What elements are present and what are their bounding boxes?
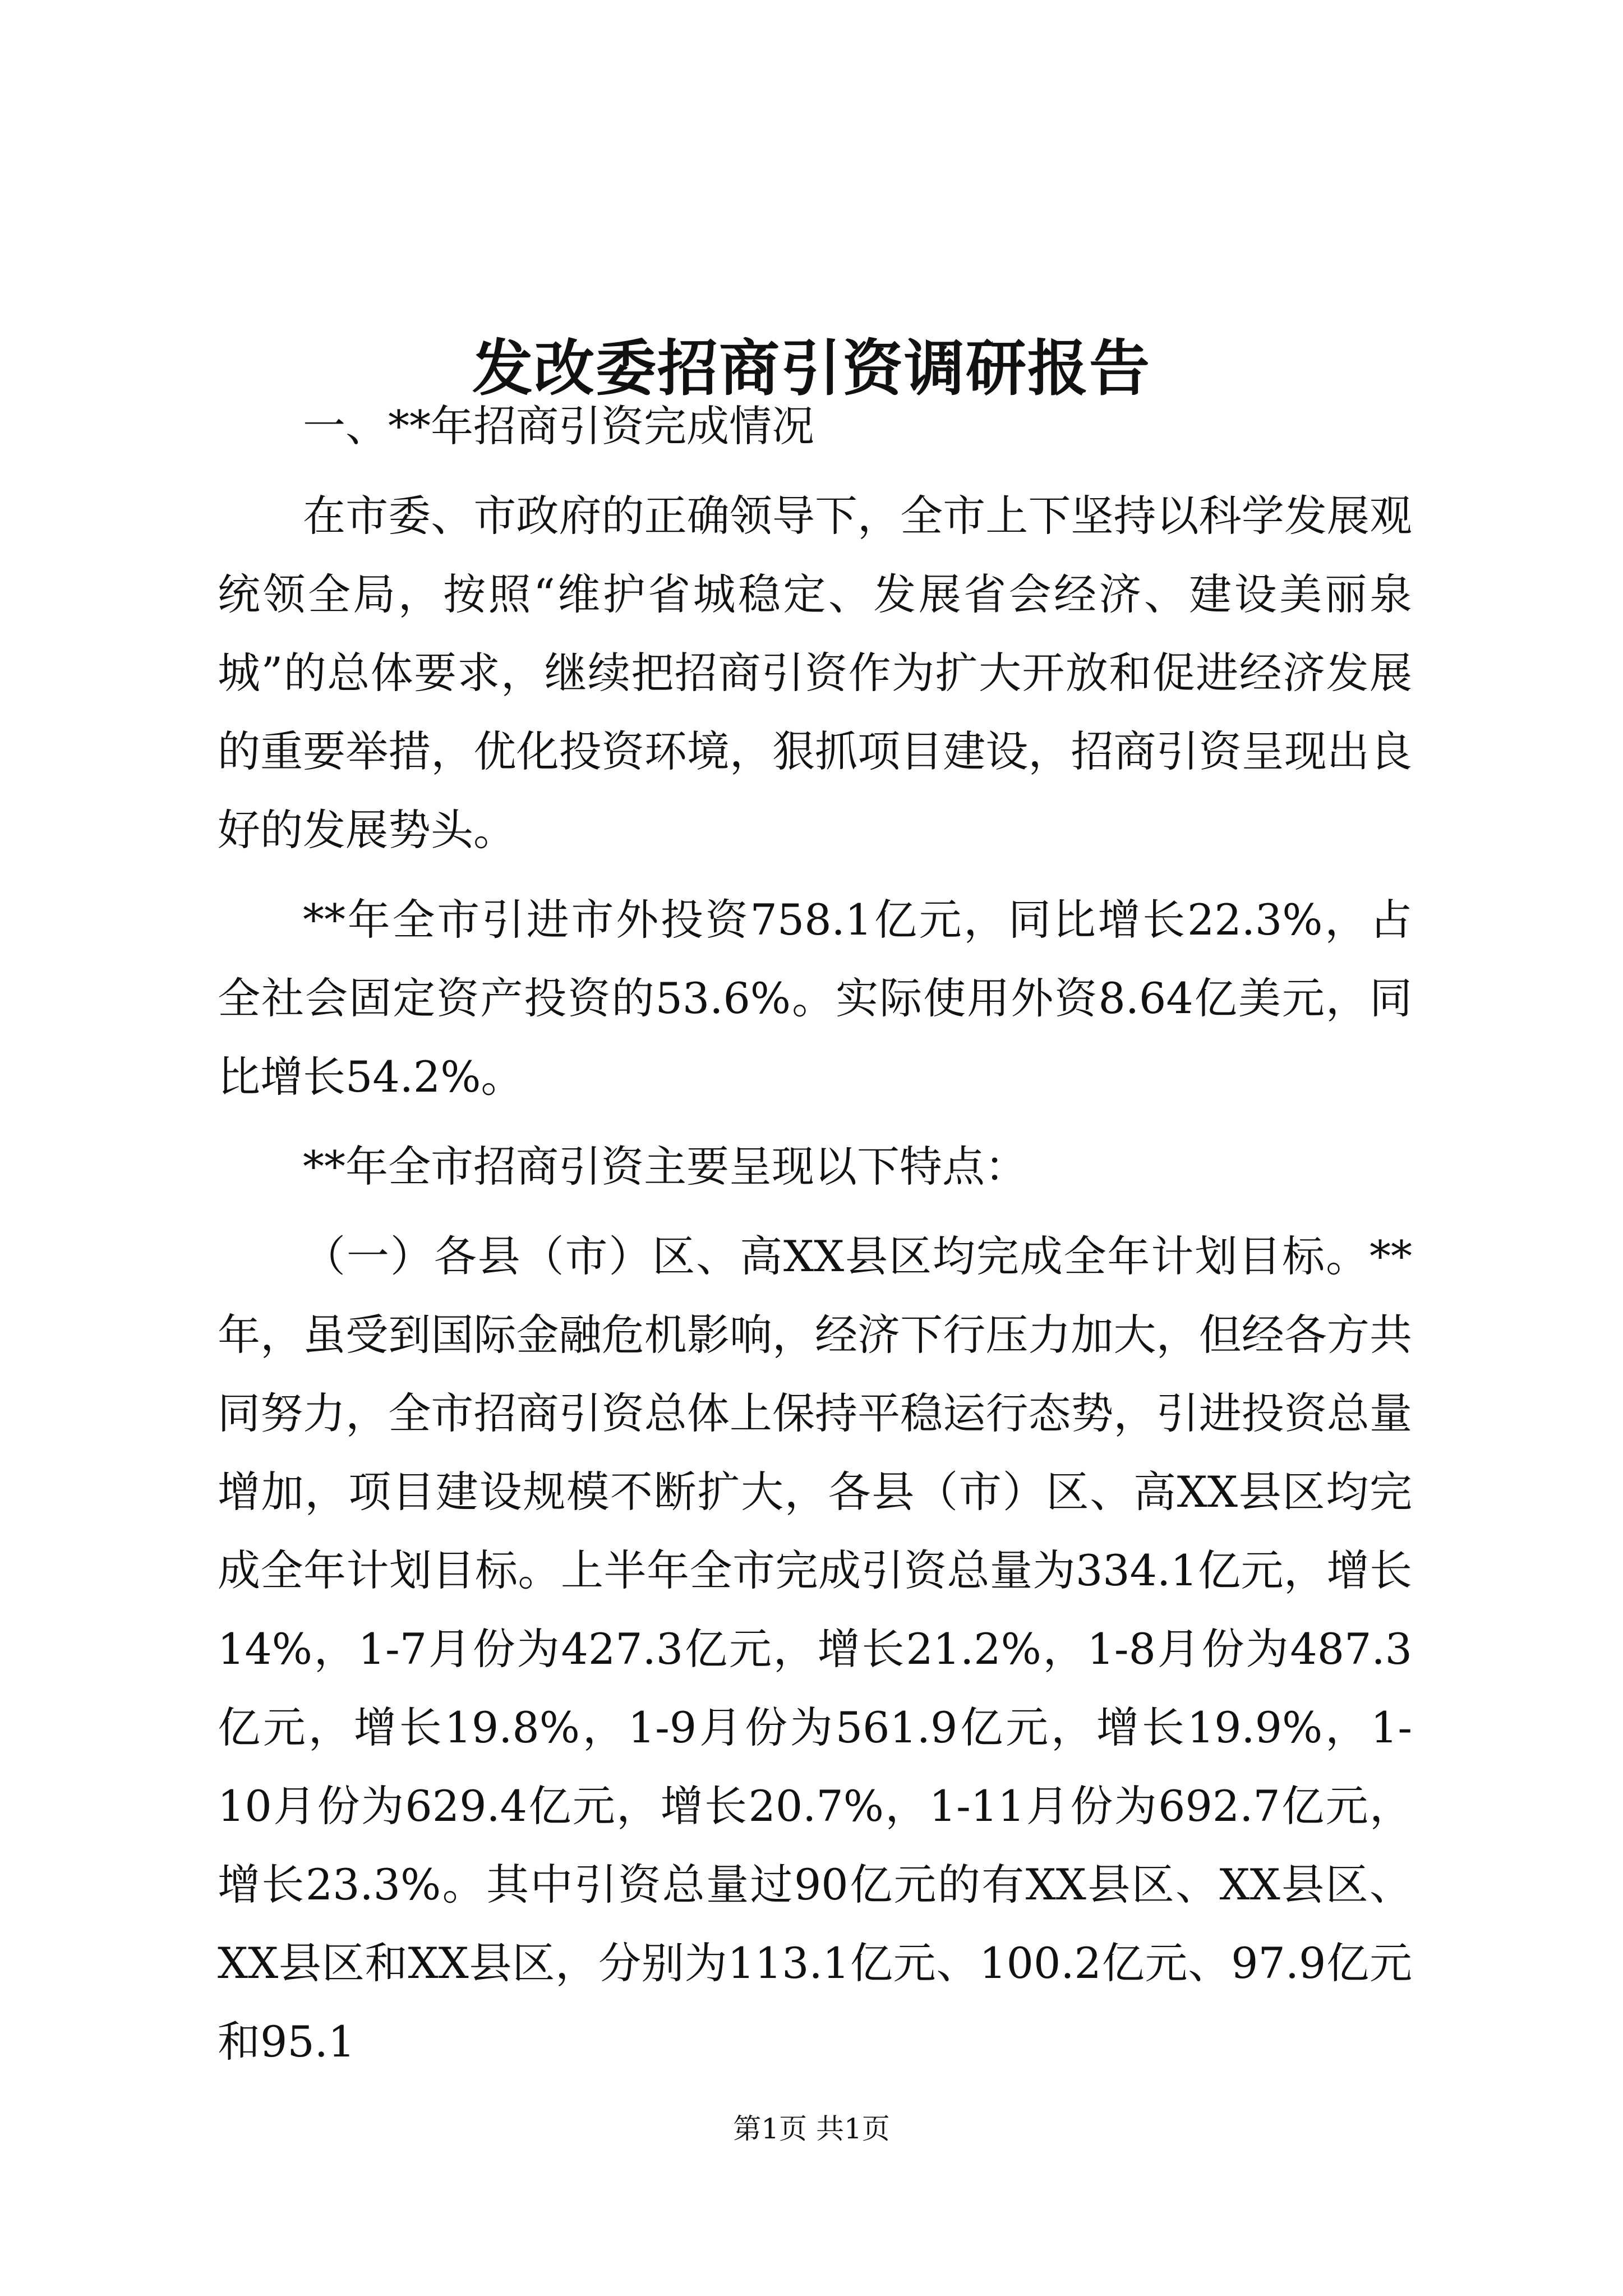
document-title: 发改委招商引资调研报告 — [472, 333, 1151, 404]
paragraph: （一）各县（市）区、高XX县区均完成全年计划目标。**年，虽受到国际金融危机影响，经济下行压力加大，但经各方共同努力，全市招商引资总体上保持平稳运行态势，引进投资总量增加，项目建设规模不断扩大，各县（市）区、高XX县区均完成全年计划目标。上半年全市完成引资总量为334.1亿元，增长14%，1-7月份为427.3亿元，增长21.2%，1-8月份为487.3亿元，增长19.8%，1-9月份为561.9亿元，增长19.9%，1-10月份为629.4亿元，增长20.7%，1-11月份为692.7亿元，增长23.3%。其中引资总量过90亿元的有XX县区、XX县区、XX县区和XX县区，分别为113.1亿元、100.2亿元、97.9亿元和95.1 — [218, 1231, 1412, 2067]
paragraph: **年全市引进市外投资758.1亿元，同比增长22.3%，占全社会固定资产投资的53.6%。实际使用外资8.64亿美元，同比增长54.2%。 — [218, 895, 1412, 1102]
page-footer: 第1页 共1页 — [733, 2113, 890, 2145]
section-heading: 一、**年招商引资完成情况 — [303, 401, 814, 451]
paragraph: **年全市招商引资主要呈现以下特点： — [303, 1142, 1027, 1191]
paragraph: 在市委、市政府的正确领导下，全市上下坚持以科学发展观统领全局，按照“维护省城稳定、发展省会经济、建设美丽泉城”的总体要求，继续把招商引资作为扩大开放和促进经济发展的重要举措，优化投资环境，狠抓项目建设，招商引资呈现出良好的发展势头。 — [218, 491, 1412, 855]
document-body — [218, 387, 1412, 2092]
